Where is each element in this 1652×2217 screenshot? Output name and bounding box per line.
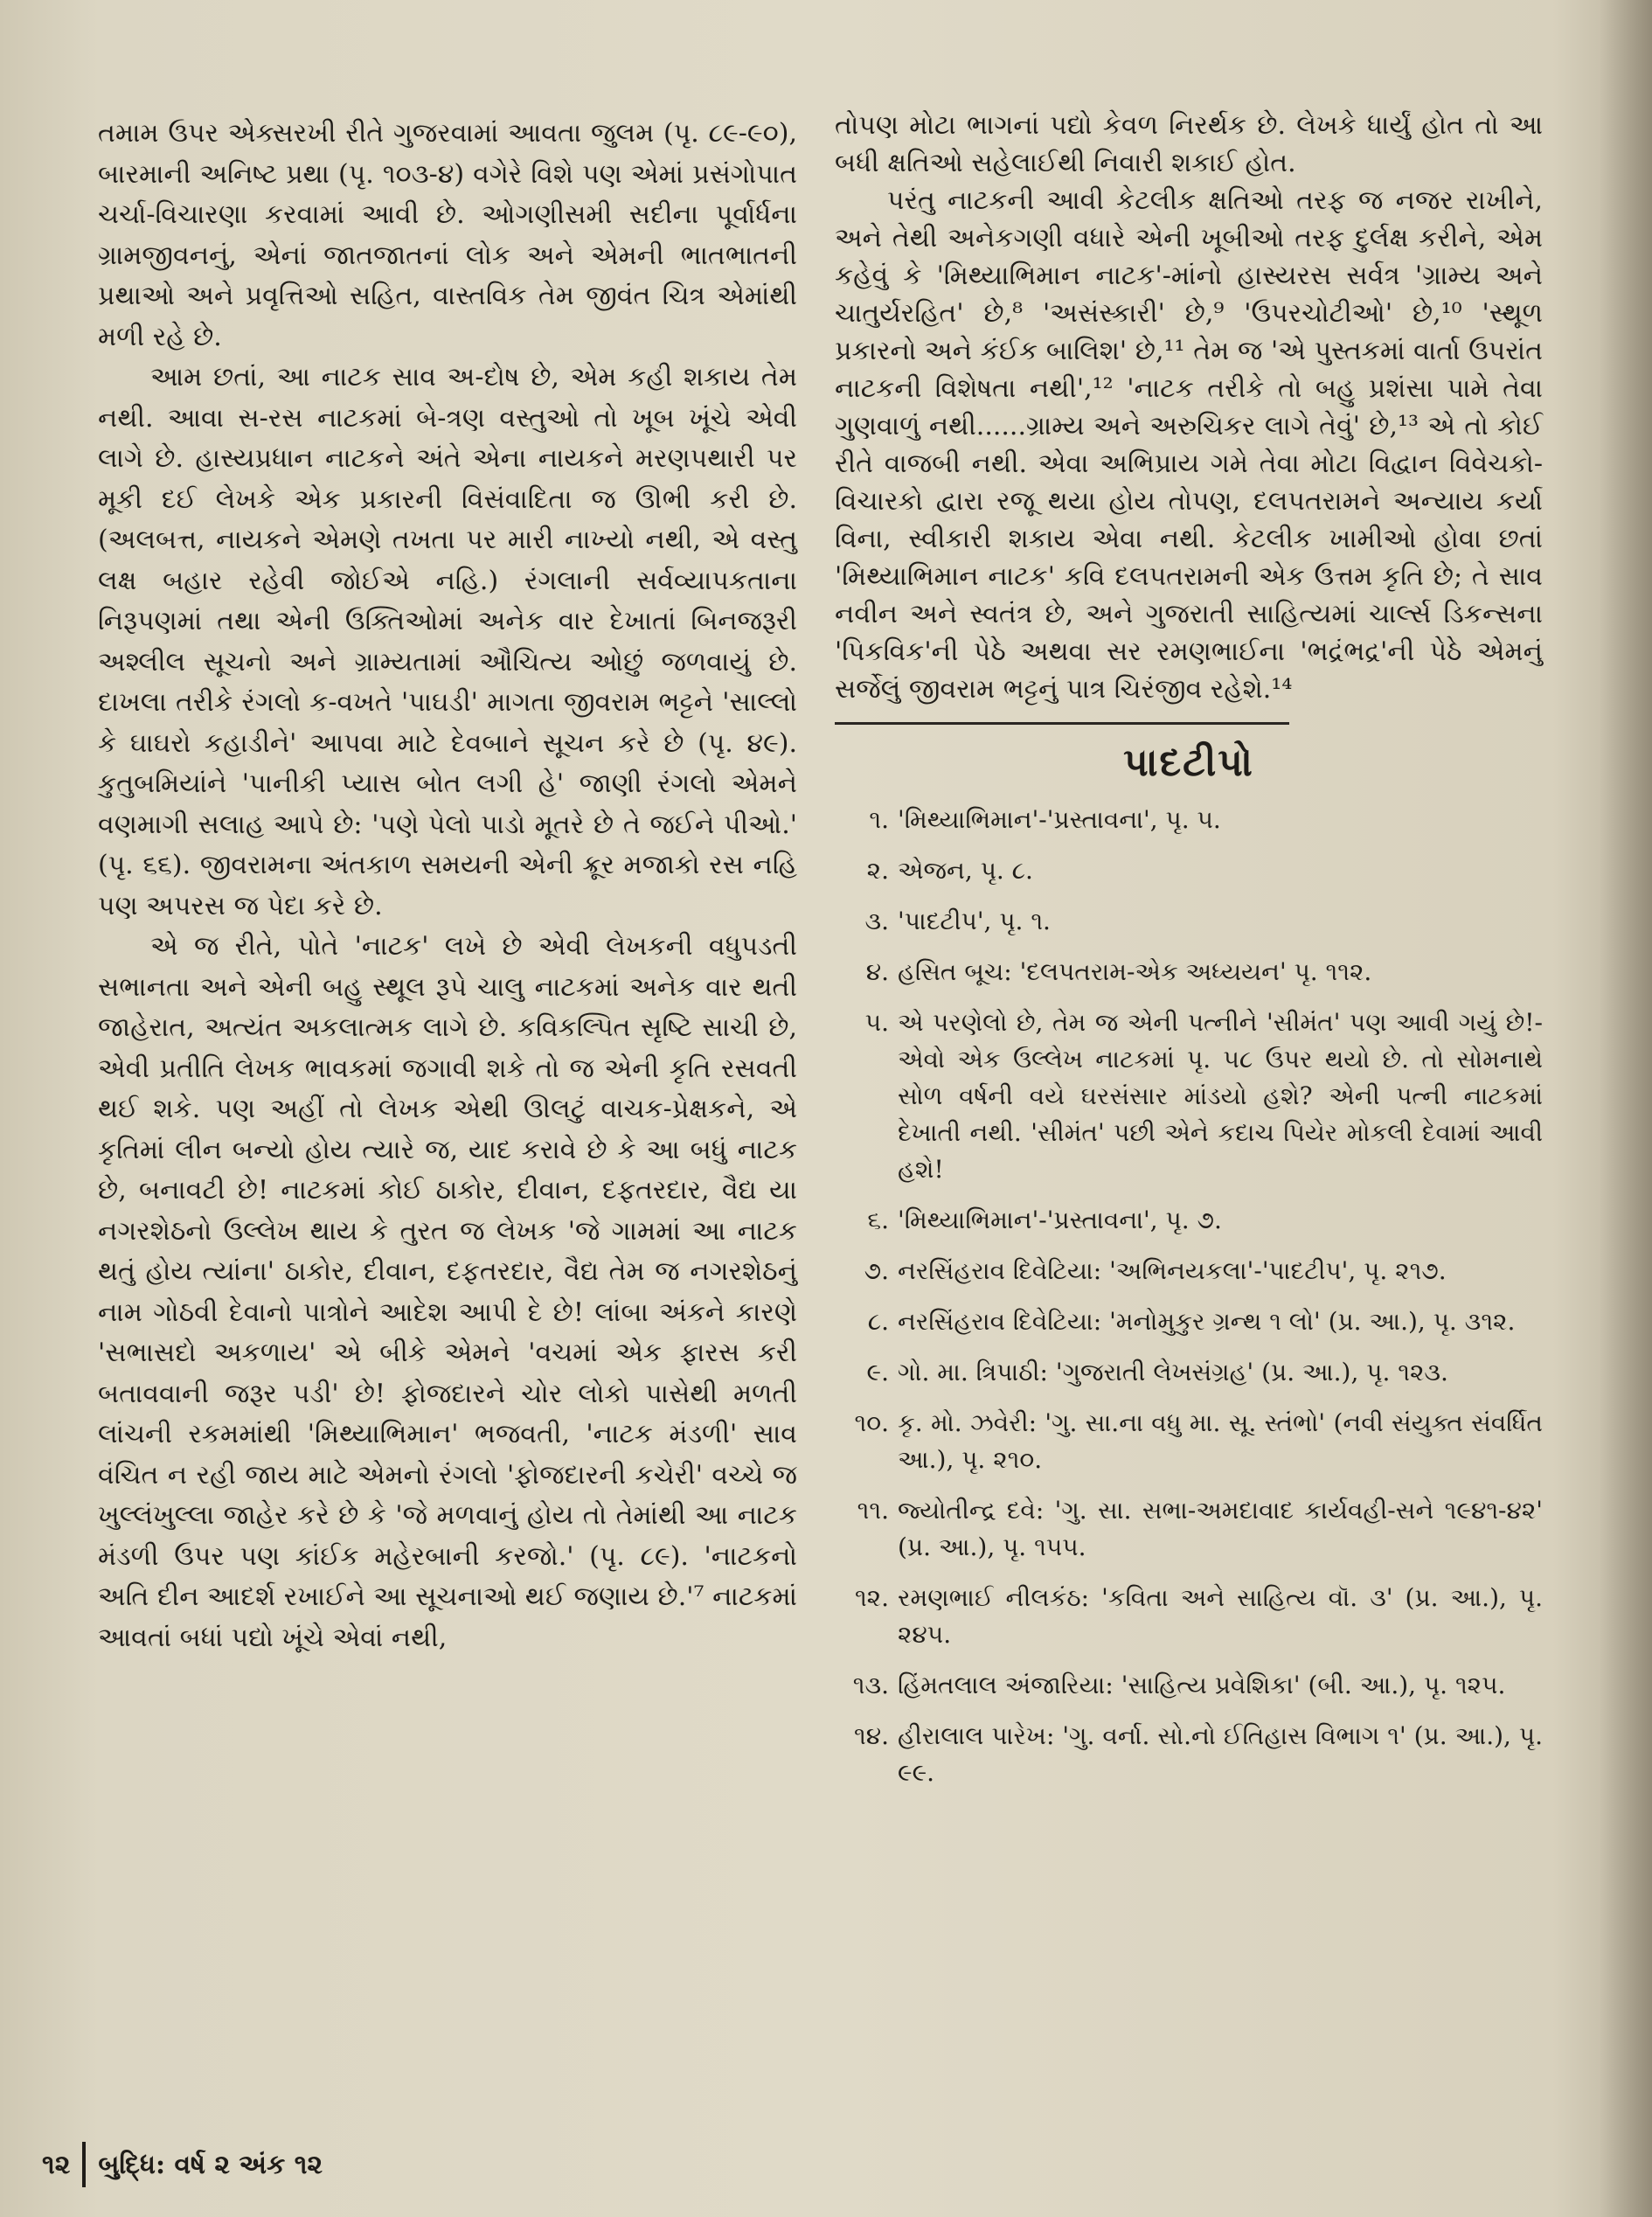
footnote bbox=[835, 852, 1543, 889]
footnote bbox=[835, 1580, 1543, 1653]
footnote-text: નરસિંહરાવ દિવેટિયા: 'મનોમુકુર ગ્રન્થ ૧ લો' (પ્ર. આ.), પૃ. ૩૧૨. bbox=[898, 1307, 1516, 1336]
footnotes-list bbox=[835, 802, 1543, 1791]
page-edge-shadow bbox=[1600, 0, 1652, 2217]
footnote-text: હસિત બૂચ: 'દલપતરામ-એક અધ્યયન' પૃ. ૧૧૨. bbox=[898, 957, 1372, 986]
footnote-number: ૧૧. bbox=[857, 1496, 889, 1525]
footnote-text: ગો. મા. ત્રિપાઠી: 'ગુજરાતી લેખસંગ્રહ' (પ્ર. આ.), પૃ. ૧૨૩. bbox=[898, 1358, 1448, 1386]
footnote bbox=[835, 1004, 1543, 1188]
footnote-number: ૧૨. bbox=[854, 1583, 889, 1612]
footnote-number: ૪. bbox=[865, 957, 889, 986]
footnote-text: 'મિથ્યાભિમાન'-'પ્રસ્તાવના', પૃ. ૭. bbox=[898, 1206, 1222, 1234]
footnotes-heading: પાદટીપો bbox=[1123, 740, 1254, 785]
paragraph: એ જ રીતે, પોતે 'નાટક' લખે છે એવી લેખકની વધુપડતી સભાનતા અને એની બહુ સ્થૂલ રૂપે ચાલુ નાટકમાં અનેક વાર થતી જાહેરાત, અત્યંત અકલાત્મક લાગે છે. કવિકલ્પિત સૃષ્ટિ સાચી છે, એવી પ્રતીતિ લેખક ભાવકમાં જગાવી શકે તો જ એની કૃતિ રસવતી થઈ શકે. પણ અહીં તો લેખક એથી ઊલટું વાચક-પ્રેક્ષકને, એ કૃતિમાં લીન બન્યો હોય ત્યારે જ, યાદ કરાવે છે કે આ બધું નાટક છે, બનાવટી છે! નાટકમાં કોઈ ઠાકોર, દીવાન, દફતરદાર, વૈદ્ય યા નગરશેઠનો ઉલ્લેખ થાય કે તુરત જ લેખક 'જે ગામમાં આ નાટક થતું હોય ત્યાંના' ઠાકોર, દીવાન, દફતરદાર, વૈદ્ય તેમ જ નગરશેઠનું નામ ગોઠવી દેવાનો પાત્રોને આદેશ આપી દે છે! લાંબા અંકને કારણે 'સભાસદો અકળાય' એ બીકે એમને 'વચમાં એક ફારસ કરી બતાવવાની જરૂર પડી' છે! ફોજદારને ચોર લોકો પાસેથી મળતી લાંચની રકમમાંથી 'મિથ્યાભિમાન' ભજવતી, 'નાટક મંડળી' સાવ વંચિત ન રહી જાય માટે એમનો રંગલો 'ફોજદારની કચેરી' વચ્ચે જ ખુલ્લંખુલ્લા જાહેર કરે છે કે 'જે મળવાનું હોય તો તેમાંથી આ નાટક મંડળી ઉપર પણ કાંઈક મહેરબાની કરજો.' (પૃ. ૮૯). 'નાટકનો અતિ દીન આદર્શ રખાઈને આ સૂચનાઓ થઈ જણાય છે.'⁷ નાટકમાં આવતાં બધાં પદ્યો ખૂંચે એવાં નથી, bbox=[98, 931, 797, 1653]
page-footer bbox=[42, 2142, 323, 2187]
footnote bbox=[835, 1492, 1543, 1566]
footnote-text: એજન, પૃ. ૮. bbox=[898, 856, 1033, 885]
footnote-number: ૮. bbox=[867, 1307, 889, 1336]
footnote-number: ૯. bbox=[866, 1358, 889, 1386]
footnote-number: ૬. bbox=[867, 1206, 889, 1234]
footnote bbox=[835, 903, 1543, 940]
footnote-number: ૨. bbox=[866, 856, 889, 885]
right-column bbox=[835, 107, 1543, 1805]
footnote bbox=[835, 1202, 1543, 1239]
footnote bbox=[835, 1303, 1543, 1340]
footnote bbox=[835, 1354, 1543, 1391]
footnote bbox=[835, 1405, 1543, 1478]
footnote-number: ૫. bbox=[864, 1008, 889, 1037]
footnote-text: કૃ. મો. ઝવેરી: 'ગુ. સા.ના વધુ મા. સૂ. સ્તંભો' (નવી સંયુક્ત સંવર્ધિત આ.), પૃ. ૨૧૦. bbox=[898, 1408, 1543, 1474]
paragraph: તોપણ મોટા ભાગનાં પદ્યો કેવળ નિરર્થક છે. લેખકે ધાર્યું હોત તો આ બધી ક્ષતિઓ સહેલાઈથી નિવારી શકાઈ હોત. bbox=[835, 110, 1543, 178]
footnote-text: જ્યોતીન્દ્ર દવે: 'ગુ. સા. સભા-અમદાવાદ કાર્યવહી-સને ૧૯૪૧-૪૨' (પ્ર. આ.), પૃ. ૧૫૫. bbox=[898, 1496, 1543, 1561]
footnote-number: ૭. bbox=[864, 1256, 889, 1285]
footnote-number: ૩. bbox=[864, 907, 889, 935]
paragraph: તમામ ઉપર એક્સરખી રીતે ગુજરવામાં આવતા જુલમ (પૃ. ૮૯-૯૦), બારમાની અનિષ્ટ પ્રથા (પૃ. ૧૦૩-૪) વગેરે વિશે પણ એમાં પ્રસંગોપાત ચર્ચા-વિચારણા કરવામાં આવી છે. ઓગણીસમી સદીના પૂર્વાર્ધના ગ્રામજીવનનું, એનાં જાતજાતનાં લોક અને એમની ભાતભાતની પ્રથાઓ અને પ્રવૃત્તિઓ સહિત, વાસ્તવિક તેમ જીવંત ચિત્ર એમાંથી મળી રહે છે. bbox=[98, 118, 797, 352]
footnote bbox=[835, 1667, 1543, 1704]
footnote-number: ૧. bbox=[869, 805, 889, 834]
footnote bbox=[835, 1253, 1543, 1289]
footnote-text: નરસિંહરાવ દિવેટિયા: 'અભિનયકલા'-'પાદટીપ', પૃ. ૨૧૭. bbox=[898, 1256, 1447, 1285]
journal-issue: બુદ્ધિ: વર્ષ ૨ અંક ૧૨ bbox=[98, 2149, 323, 2180]
left-column bbox=[98, 114, 797, 1658]
footnote-number: ૧૪. bbox=[854, 1721, 889, 1750]
paragraph: પરંતુ નાટકની આવી કેટલીક ક્ષતિઓ તરફ જ નજર રાખીને, અને તેથી અનેકગણી વધારે એની ખૂબીઓ તરફ દુર્લક્ષ કરીને, એમ કહેવું કે 'મિથ્યાભિમાન નાટક'-માંનો હાસ્યરસ સર્વત્ર 'ગ્રામ્ય અને ચાતુર્યરહિત' છે,⁸ 'અસંસ્કારી' છે,⁹ 'ઉપરચોટીઓ' છે,¹⁰ 'સ્થૂળ પ્રકારનો અને કંઈક બાલિશ' છે,¹¹ તેમ જ 'એ પુસ્તકમાં વાર્તા ઉપરાંત નાટકની વિશેષતા નથી',¹² 'નાટક તરીકે તો બહુ પ્રશંસા પામે તેવા ગુણવાળું નથી......ગ્રામ્ય અને અરુચિકર લાગે તેવું' છે,¹³ એ તો કોઈ રીતે વાજબી નથી. એવા અભિપ્રાય ગમે તેવા મોટા વિદ્વાન વિવેચકો-વિચારકો દ્વારા રજૂ થયા હોય તોપણ, દલપતરામને અન્યાય કર્યા વિના, સ્વીકારી શકાય એવા નથી. કેટલીક ખામીઓ હોવા છતાં 'મિથ્યાભિમાન નાટક' કવિ દલપતરામની એક ઉત્તમ કૃતિ છે; તે સાવ નવીન અને સ્વતંત્ર છે, અને ગુજરાતી સાહિત્યમાં ચાર્લ્સ ડિકન્સના 'પિકવિક'ની પેઠે અથવા સર રમણભાઈના 'ભદ્રંભદ્ર'ની પેઠે એમનું સર્જેલું જીવરામ ભટ્ટનું પાત્ર ચિરંજીવ રહેશે.¹⁴ bbox=[835, 185, 1543, 705]
section-divider bbox=[835, 722, 1289, 725]
footnote bbox=[835, 954, 1543, 990]
footnote bbox=[835, 1718, 1543, 1791]
footnote-number: ૧૦. bbox=[854, 1408, 889, 1437]
footnote-text: હીરાલાલ પારેખ: 'ગુ. વર્ના. સો.નો ઈતિહાસ વિભાગ ૧' (પ્ર. આ.), પૃ. ૯૯. bbox=[898, 1721, 1543, 1787]
footnote-text: 'પાદટીપ', પૃ. ૧. bbox=[898, 907, 1051, 935]
footnote-text: હિંમતલાલ અંજારિયા: 'સાહિત્ય પ્રવેશિકા' (બી. આ.), પૃ. ૧૨૫. bbox=[898, 1671, 1506, 1699]
paragraph: આમ છતાં, આ નાટક સાવ અ-દોષ છે, એમ કહી શકાય તેમ નથી. આવા સ-રસ નાટકમાં બે-ત્રણ વસ્તુઓ તો ખૂબ ખૂંચે એવી લાગે છે. હાસ્યપ્રધાન નાટકને અંતે એના નાયકને મરણપથારી પર મૂકી દઈ લેખકે એક પ્રકારની વિસંવાદિતા જ ઊભી કરી છે.(અલબત્ત, નાયકને એમણે તખતા પર મારી નાખ્યો નથી, એ વસ્તુ લક્ષ બહાર રહેવી જોઈએ નહિ.) રંગલાની સર્વવ્યાપકતાના નિરૂપણમાં તથા એની ઉક્તિઓમાં અનેક વાર દેખાતાં બિનજરૂરી અશ્લીલ સૂચનો અને ગ્રામ્યતામાં ઔચિત્ય ઓછું જળવાયું છે. દાખલા તરીકે રંગલો ક-વખતે 'પાઘડી' માગતા જીવરામ ભટ્ટને 'સાલ્લો કે ઘાઘરો કહાડીને' આપવા માટે દેવબાને સૂચન કરે છે (પૃ. ૪૯). કુતુબમિયાંને 'પાનીકી પ્યાસ બોત લગી હે' જાણી રંગલો એમને વણમાગી સલાહ આપે છે: 'પણે પેલો પાડો મૂતરે છે તે જઈને પીઓ.' (પૃ. ૬૬). જીવરામના અંતકાળ સમયની એની ક્રૂર મજાકો રસ નહિ પણ અપરસ જ પેદા કરે છે. bbox=[98, 362, 797, 921]
footnote-text: રમણભાઈ નીલકંઠ: 'કવિતા અને સાહિત્ય વૉ. ૩' (પ્ર. આ.), પૃ. ૨૪૫. bbox=[898, 1583, 1543, 1649]
page-number: ૧૨ bbox=[42, 2149, 71, 2180]
footnote bbox=[835, 802, 1543, 838]
footnote-text: 'મિથ્યાભિમાન'-'પ્રસ્તાવના', પૃ. ૫. bbox=[898, 805, 1221, 834]
footnote-number: ૧૩. bbox=[852, 1671, 889, 1699]
footer-divider bbox=[82, 2142, 86, 2187]
footnote-text: એ પરણેલો છે, તેમ જ એની પત્નીને 'સીમંત' પણ આવી ગયું છે!-એવો એક ઉલ્લેખ નાટકમાં પૃ. ૫૮ ઉપર થયો છે. તો સોમનાથે સોળ વર્ષની વયે ઘરસંસાર માંડયો હશે? એની પત્ની નાટકમાં દેખાતી નથી. 'સીમંત' પછી એને કદાચ પિયેર મોકલી દેવામાં આવી હશે! bbox=[898, 1008, 1543, 1184]
